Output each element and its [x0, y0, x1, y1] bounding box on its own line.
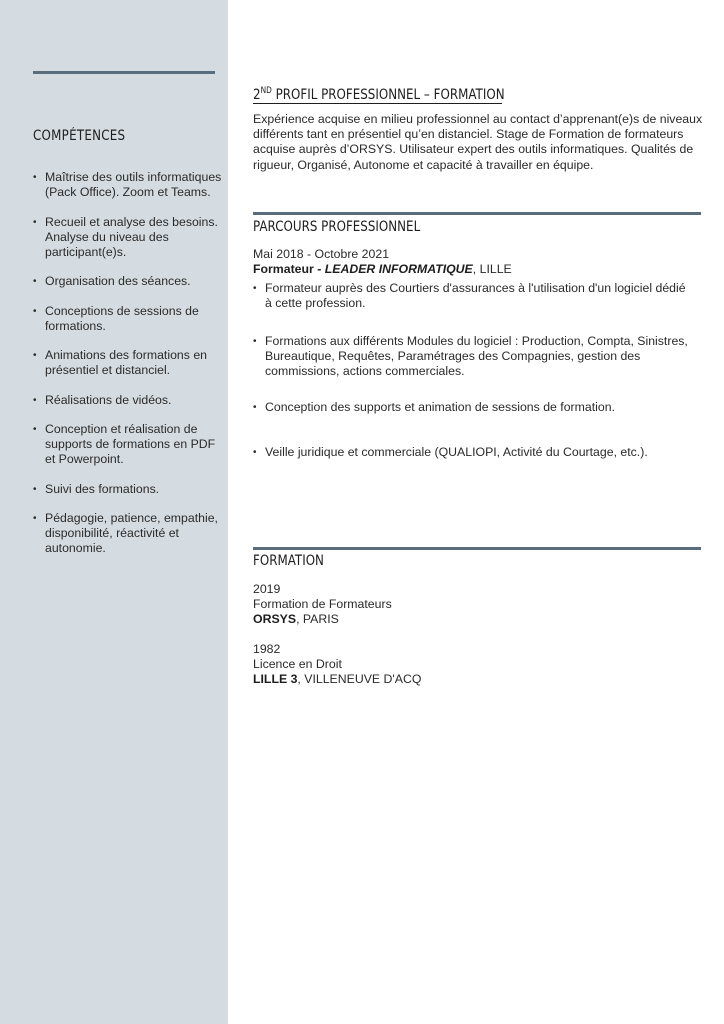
bullet-icon: •	[33, 305, 37, 317]
bullet-icon: •	[253, 447, 257, 458]
education-year: 1982	[253, 642, 281, 656]
bullet-icon: •	[253, 402, 257, 413]
job-task-item: • Conception des supports et animation de sessions de formation.	[253, 400, 615, 414]
education-school-line	[253, 612, 339, 627]
bullet-icon: •	[33, 424, 37, 435]
profile-title-underline	[253, 103, 502, 104]
job-company: LEADER INFORMATIQUE	[324, 262, 473, 276]
profile-summary: Expérience acquise en milieu professionnel au contact d’apprenant(e)s de niveaux différents tant en présentiel qu’en distanciel. Stage de Formation de formateurs acquise auprès d’ORSYS. Utilisateur expert des outils informatiques. Qualités de rigueur, Organisé, Autonome et capacité à travailler en équipe.	[253, 112, 703, 172]
bullet-icon: •	[33, 216, 37, 228]
bullet-icon: •	[33, 276, 37, 287]
skill-item: • Réalisations de vidéos.	[33, 392, 172, 407]
parcours-divider	[253, 212, 701, 215]
education-name: Licence en Droit	[253, 657, 342, 671]
skill-item: • Pédagogie, patience, empathie, disponibilité, réactivité et autonomie.	[33, 511, 218, 555]
parcours-section-title: PARCOURS PROFESSIONNEL	[253, 219, 421, 235]
bullet-icon: •	[33, 172, 37, 183]
education-year: 2019	[253, 582, 281, 596]
skill-item: • Conceptions de sessions de formations.	[33, 303, 199, 333]
bullet-icon: •	[33, 394, 37, 406]
bullet-icon: •	[253, 283, 257, 294]
job-dates: Mai 2018 - Octobre 2021	[253, 247, 390, 261]
bullet-icon: •	[33, 513, 37, 524]
bullet-icon: •	[253, 336, 257, 347]
job-task-item: • Formateur auprès des Courtiers d'assurances à l'utilisation d'un logiciel dédié à cette profession.	[253, 281, 686, 311]
bullet-icon: •	[33, 350, 37, 361]
education-school-line	[253, 672, 421, 687]
skill-item: • Suivi des formations.	[33, 481, 160, 496]
sidebar-divider	[33, 71, 215, 74]
formation-section-title: FORMATION	[253, 553, 324, 569]
job-title-line	[253, 262, 512, 277]
skill-item: • Organisation des séances.	[33, 274, 191, 288]
bullet-icon: •	[33, 483, 37, 495]
sidebar	[0, 0, 228, 1024]
skill-item: • Conception et réalisation de supports de formations en PDF et Powerpoint.	[33, 422, 216, 466]
job-task-item: • Veille juridique et commerciale (QUALIOPI, Activité du Courtage, etc.).	[253, 445, 648, 459]
education-city: , PARIS	[296, 612, 339, 626]
job-task-item: • Formations aux différents Modules du logiciel : Production, Compta, Sinistres, Bureautique, Requêtes, Paramétrages des Compagnies, gestion des commissions, actions commerciales.	[253, 334, 688, 379]
job-role: Formateur -	[253, 262, 325, 276]
education-school: ORSYS	[253, 612, 297, 626]
education-city: , VILLENEUVE D'ACQ	[297, 672, 422, 686]
job-city: , LILLE	[472, 262, 512, 276]
skills-list	[33, 170, 223, 571]
education-school: LILLE 3	[253, 672, 298, 686]
education-name: Formation de Formateurs	[253, 597, 392, 611]
profile-section-title: 2ND PROFIL PROFESSIONNEL – FORMATION	[253, 86, 505, 103]
skill-item: • Recueil et analyse des besoins. Analyse du niveau des participant(e)s.	[33, 214, 218, 259]
skills-heading: COMPÉTENCES	[33, 128, 126, 144]
skill-item: • Maîtrise des outils informatiques (Pack Office). Zoom et Teams.	[33, 170, 222, 199]
formation-divider	[253, 547, 701, 550]
skill-item: • Animations des formations en présentiel et distanciel.	[33, 348, 207, 377]
